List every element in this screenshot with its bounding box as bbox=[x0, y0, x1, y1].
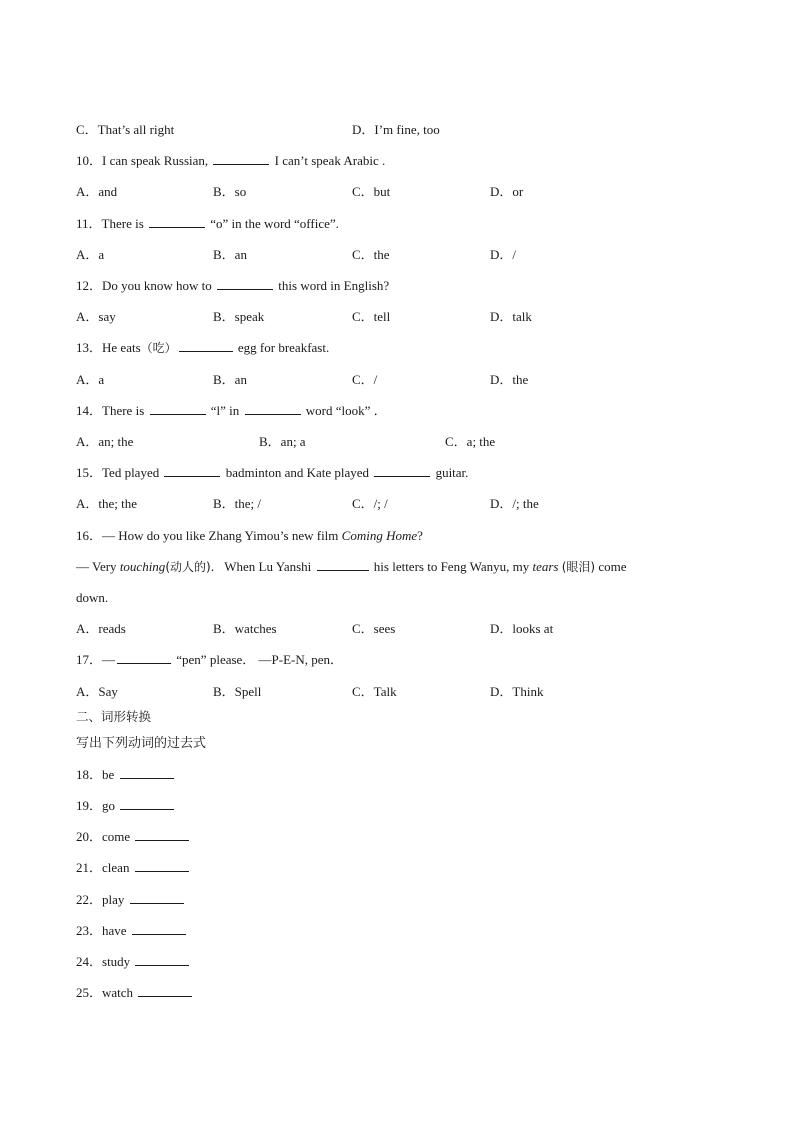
question-number: 11． bbox=[76, 216, 102, 231]
question-text: Do you know how to bbox=[102, 278, 212, 293]
question-text: word “look” ． bbox=[305, 403, 387, 418]
question-number: 14． bbox=[76, 403, 103, 418]
option-a: A．the; the bbox=[76, 496, 138, 511]
option-a: A．a bbox=[76, 247, 105, 262]
answer-blank bbox=[135, 860, 189, 872]
verb-item bbox=[76, 798, 176, 814]
option-c: C．/ bbox=[352, 372, 378, 387]
question-number: 13． bbox=[76, 340, 103, 355]
question-number: 10． bbox=[76, 153, 103, 168]
verb-word: watch bbox=[102, 985, 134, 1000]
dialogue-text: — Very bbox=[76, 559, 117, 574]
answer-blank bbox=[217, 278, 273, 290]
question-11 bbox=[76, 216, 339, 232]
question-text: There is bbox=[101, 216, 144, 231]
option-a: A．and bbox=[76, 184, 118, 199]
question-text: He eats bbox=[102, 340, 141, 355]
option-d: D．/; the bbox=[490, 496, 539, 511]
question-text: — How do you like Zhang Yimou’s new film bbox=[102, 528, 339, 543]
question-text: badminton and Kate played bbox=[225, 465, 370, 480]
answer-blank bbox=[138, 985, 192, 997]
question-text: I can speak Russian, bbox=[102, 153, 209, 168]
answer-blank bbox=[179, 340, 233, 352]
question-text: I can’t speak Arabic . bbox=[274, 153, 386, 168]
option-c: C．a; the bbox=[445, 434, 496, 449]
option-b: B．an; a bbox=[259, 434, 306, 449]
answer-blank bbox=[213, 153, 269, 165]
question-16 bbox=[76, 528, 423, 544]
verb-word: study bbox=[102, 954, 131, 969]
option-c: C．Talk bbox=[352, 684, 397, 699]
question-text: guitar. bbox=[435, 465, 469, 480]
item-number: 21． bbox=[76, 860, 103, 875]
option-a: A．reads bbox=[76, 621, 126, 636]
dialogue-text: his letters to Feng Wanyu, my bbox=[373, 559, 530, 574]
option-d: D．the bbox=[490, 372, 529, 387]
option-a: A．say bbox=[76, 309, 116, 324]
option-c: C．the bbox=[352, 247, 390, 262]
verb-word: play bbox=[102, 892, 125, 907]
verb-word: come bbox=[102, 829, 131, 844]
question-15 bbox=[76, 465, 468, 481]
answer-blank bbox=[135, 829, 189, 841]
verb-item bbox=[76, 860, 191, 876]
item-number: 20． bbox=[76, 829, 103, 844]
option-d: D．talk bbox=[490, 309, 532, 324]
option-b: B．an bbox=[213, 372, 247, 387]
item-number: 22． bbox=[76, 892, 103, 907]
verb-item bbox=[76, 954, 191, 970]
verb-word: go bbox=[102, 798, 116, 813]
question-text: this word in English? bbox=[278, 278, 390, 293]
option-c: C．sees bbox=[352, 621, 396, 636]
question-text: There is bbox=[102, 403, 145, 418]
question-number: 12． bbox=[76, 278, 103, 293]
option-c: C．/; / bbox=[352, 496, 388, 511]
answer-blank bbox=[317, 559, 369, 571]
verb-item bbox=[76, 985, 194, 1001]
question-10 bbox=[76, 153, 385, 169]
question-text: ? bbox=[417, 528, 423, 543]
italic-word: tears bbox=[532, 559, 559, 574]
question-17 bbox=[76, 652, 343, 668]
question-text: “o” in the word “office”. bbox=[210, 216, 339, 231]
answer-blank bbox=[164, 465, 220, 477]
question-text: “l” in bbox=[210, 403, 240, 418]
answer-blank bbox=[120, 767, 174, 779]
verb-item bbox=[76, 767, 176, 783]
question-14 bbox=[76, 403, 387, 419]
option-b: B．the; / bbox=[213, 496, 262, 511]
question-number: 16． bbox=[76, 528, 103, 543]
q16-dialogue bbox=[76, 559, 627, 575]
chinese-gloss: (动人的). bbox=[165, 560, 215, 574]
verb-word: clean bbox=[102, 860, 130, 875]
answer-blank bbox=[149, 216, 205, 228]
answer-blank bbox=[374, 465, 430, 477]
option-b: B．watches bbox=[213, 621, 277, 636]
verb-item bbox=[76, 923, 188, 939]
item-number: 18． bbox=[76, 767, 103, 782]
option-c: C．but bbox=[352, 184, 391, 199]
q9-option-c: C．That’s all right bbox=[76, 122, 175, 137]
item-number: 25． bbox=[76, 985, 103, 1000]
item-number: 19． bbox=[76, 798, 103, 813]
option-d: D．or bbox=[490, 184, 524, 199]
option-d: D．looks at bbox=[490, 621, 554, 636]
q16-dialogue-cont bbox=[76, 590, 108, 606]
film-title: Coming Home bbox=[341, 528, 418, 543]
answer-blank bbox=[117, 652, 171, 664]
chinese-gloss: (眼泪) bbox=[561, 560, 596, 574]
question-12 bbox=[76, 278, 389, 294]
verb-word: be bbox=[102, 767, 115, 782]
answer-blank bbox=[135, 954, 189, 966]
q9-option-d: D．I’m fine, too bbox=[352, 122, 440, 137]
chinese-gloss: （吃） bbox=[140, 341, 177, 355]
item-number: 24． bbox=[76, 954, 103, 969]
option-b: B．an bbox=[213, 247, 247, 262]
dialogue-text: come bbox=[598, 559, 627, 574]
option-b: B．Spell bbox=[213, 684, 262, 699]
question-text: Ted played bbox=[102, 465, 160, 480]
italic-word: touching bbox=[119, 559, 166, 574]
question-text: egg for breakfast. bbox=[237, 340, 330, 355]
verb-word: have bbox=[102, 923, 127, 938]
section-heading: 二、词形转换 bbox=[76, 709, 152, 724]
section-instruction: 写出下列动词的过去式 bbox=[76, 736, 207, 751]
option-a: A．Say bbox=[76, 684, 118, 699]
answer-blank bbox=[245, 403, 301, 415]
question-text: — bbox=[102, 652, 116, 667]
item-number: 23． bbox=[76, 923, 103, 938]
option-c: C．tell bbox=[352, 309, 391, 324]
answer-blank bbox=[132, 923, 186, 935]
verb-item bbox=[76, 892, 186, 908]
answer-blank bbox=[130, 892, 184, 904]
option-d: D．/ bbox=[490, 247, 517, 262]
dialogue-text: down. bbox=[76, 590, 109, 605]
question-number: 15． bbox=[76, 465, 103, 480]
answer-blank bbox=[150, 403, 206, 415]
option-d: D．Think bbox=[490, 684, 544, 699]
question-number: 17． bbox=[76, 652, 103, 667]
option-b: B．so bbox=[213, 184, 247, 199]
option-b: B．speak bbox=[213, 309, 265, 324]
dialogue-text: When Lu Yanshi bbox=[224, 559, 312, 574]
answer-blank bbox=[120, 798, 174, 810]
option-a: A．an; the bbox=[76, 434, 134, 449]
option-a: A．a bbox=[76, 372, 105, 387]
verb-item bbox=[76, 829, 191, 845]
question-13 bbox=[76, 340, 329, 356]
question-text: “pen” please． —P-E-N, pen． bbox=[176, 652, 344, 667]
